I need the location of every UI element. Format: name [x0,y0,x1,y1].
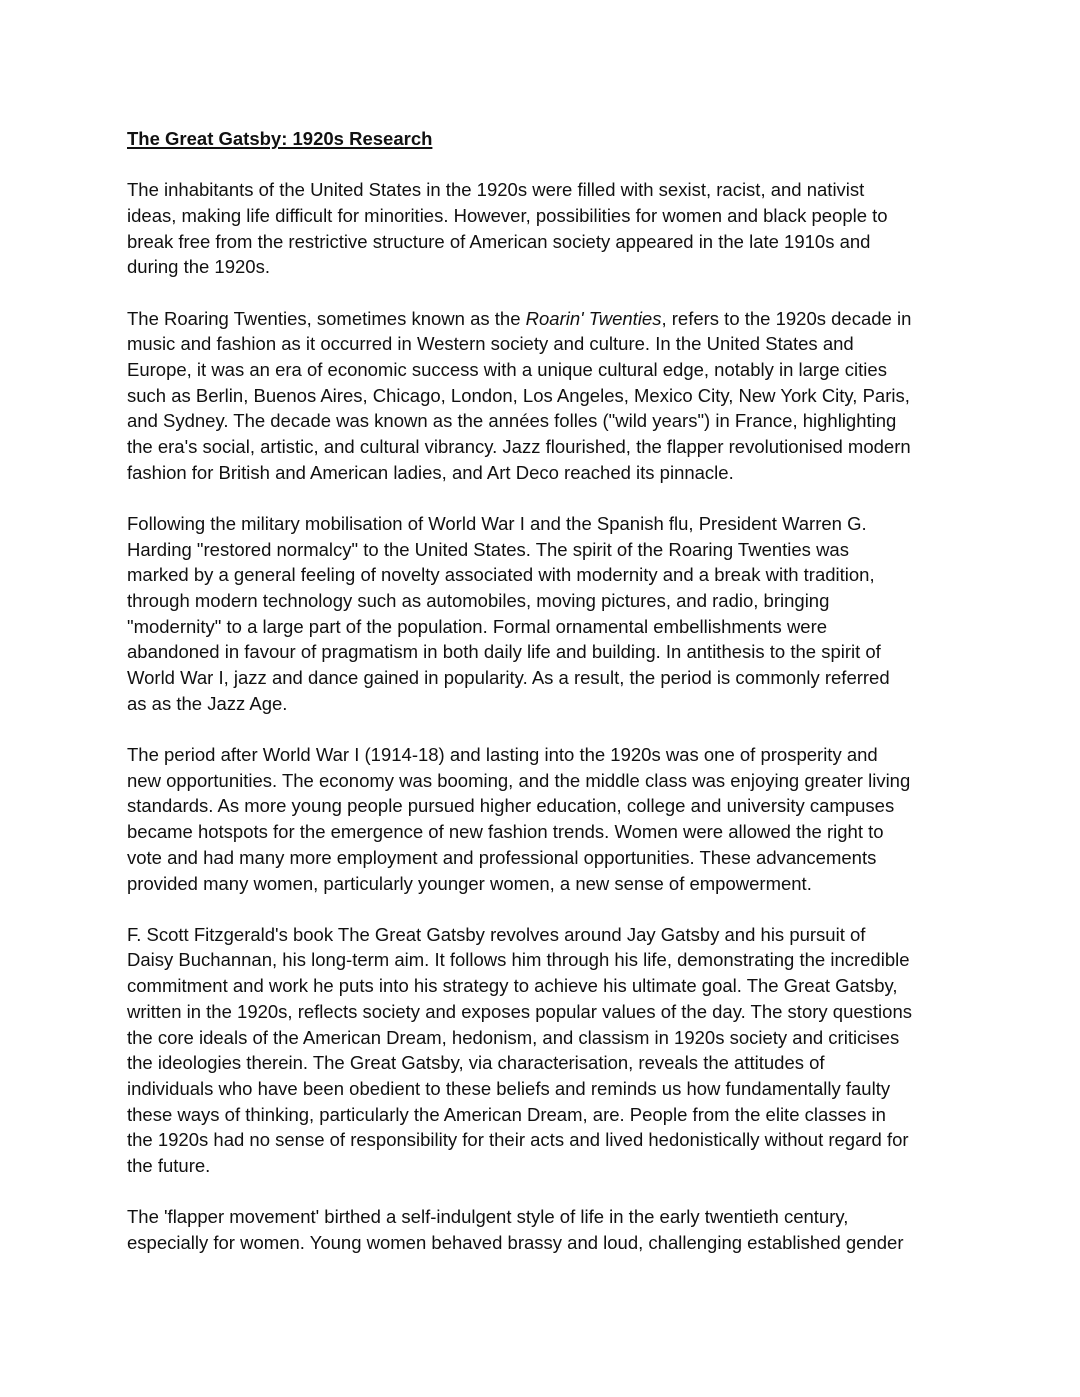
text-line: Harding "restored normalcy" to the United States. The spirit of the Roaring Twenties was [127,538,849,560]
text-line: Following the military mobilisation of World War I and the Spanish flu, President Warren G. [127,512,867,534]
text-line: The inhabitants of the United States in the 1920s were filled with sexist, racist, and nativist [127,179,865,201]
text-line: through modern technology such as automobiles, moving pictures, and radio, bringing [127,590,830,612]
text-line: marked by a general feeling of novelty associated with modernity and a break with tradition, [127,564,875,586]
text-line: written in the 1920s, reflects society and exposes popular values of the day. The story questions [127,1000,912,1022]
text-line: music and fashion as it occurred in Western society and culture. In the United States and [127,333,854,355]
text-line: commitment and work he puts into his strategy to achieve his ultimate goal. The Great Gatsby, [127,975,898,997]
text-line: these ways of thinking, particularly the American Dream, are. People from the elite classes in [127,1103,886,1125]
text-line: "modernity" to a large part of the population. Formal ornamental embellishments were [127,615,828,637]
text-line: provided many women, particularly younger women, a new sense of empowerment. [127,872,812,894]
paragraph-flapper [127,1204,967,1255]
paragraph-intro [127,177,967,280]
text-line: World War I, jazz and dance gained in popularity. As a result, the period is commonly referred [127,667,890,689]
text-line: as as the Jazz Age. [127,692,288,714]
italic-term: Roarin' Twenties [525,307,662,329]
text-line: the core ideals of the American Dream, hedonism, and classism in 1920s society and criticises [127,1026,900,1048]
text-line: Daisy Buchannan, his long-term aim. It follows him through his life, demonstrating the incredible [127,949,910,971]
text-line: and Sydney. The decade was known as the années folles ("wild years") in France, highlighting [127,410,897,432]
text-line: Europe, it was an era of economic success with a unique cultural edge, notably in large cities [127,358,887,380]
text-line: the ideologies therein. The Great Gatsby, via characterisation, reveals the attitudes of [127,1052,825,1074]
text-run: , refers to the 1920s decade in [661,307,912,329]
text-line: during the 1920s. [127,256,270,278]
text-line: such as Berlin, Buenos Aires, Chicago, London, Los Angeles, Mexico City, New York City, Paris, [127,384,910,406]
text-line: The 'flapper movement' birthed a self-indulgent style of life in the early twentieth century, [127,1206,849,1228]
paragraph-prosperity [127,742,967,896]
text-line [127,306,967,332]
text-line: ideas, making life difficult for minorities. However, possibilities for women and black people to [127,204,888,226]
paragraph-gatsby-summary [127,922,967,1179]
text-run: The Roaring Twenties, sometimes known as the [127,307,526,329]
text-line: F. Scott Fitzgerald's book The Great Gatsby revolves around Jay Gatsby and his pursuit of [127,923,866,945]
text-line: abandoned in favour of pragmatism in both daily life and building. In antithesis to the spirit of [127,641,881,663]
text-line: standards. As more young people pursued higher education, college and university campuses [127,795,895,817]
text-line: vote and had many more employment and professional opportunities. These advancements [127,846,877,868]
text-line: the 1920s had no sense of responsibility for their acts and lived hedonistically without regard for [127,1129,909,1151]
text-line: became hotspots for the emergence of new fashion trends. Women were allowed the right to [127,821,884,843]
text-line: new opportunities. The economy was booming, and the middle class was enjoying greater living [127,769,911,791]
paragraph-post-war [127,511,967,717]
paragraph-roaring-twenties [127,306,967,486]
text-line: fashion for British and American ladies, and Art Deco reached its pinnacle. [127,461,734,483]
text-line: individuals who have been obedient to these beliefs and reminds us how fundamentally faulty [127,1078,891,1099]
text-line: break free from the restrictive structure of American society appeared in the late 1910s and [127,230,871,252]
text-line: the era's social, artistic, and cultural vibrancy. Jazz flourished, the flapper revolutionised modern [127,436,911,458]
text-line: especially for women. Young women behaved brassy and loud, challenging established gender [127,1232,904,1254]
text-line: the future. [127,1155,211,1177]
text-line: The period after World War I (1914-18) and lasting into the 1920s was one of prosperity and [127,744,878,766]
document-title: The Great Gatsby: 1920s Research [127,128,433,149]
document-page [127,126,967,1281]
